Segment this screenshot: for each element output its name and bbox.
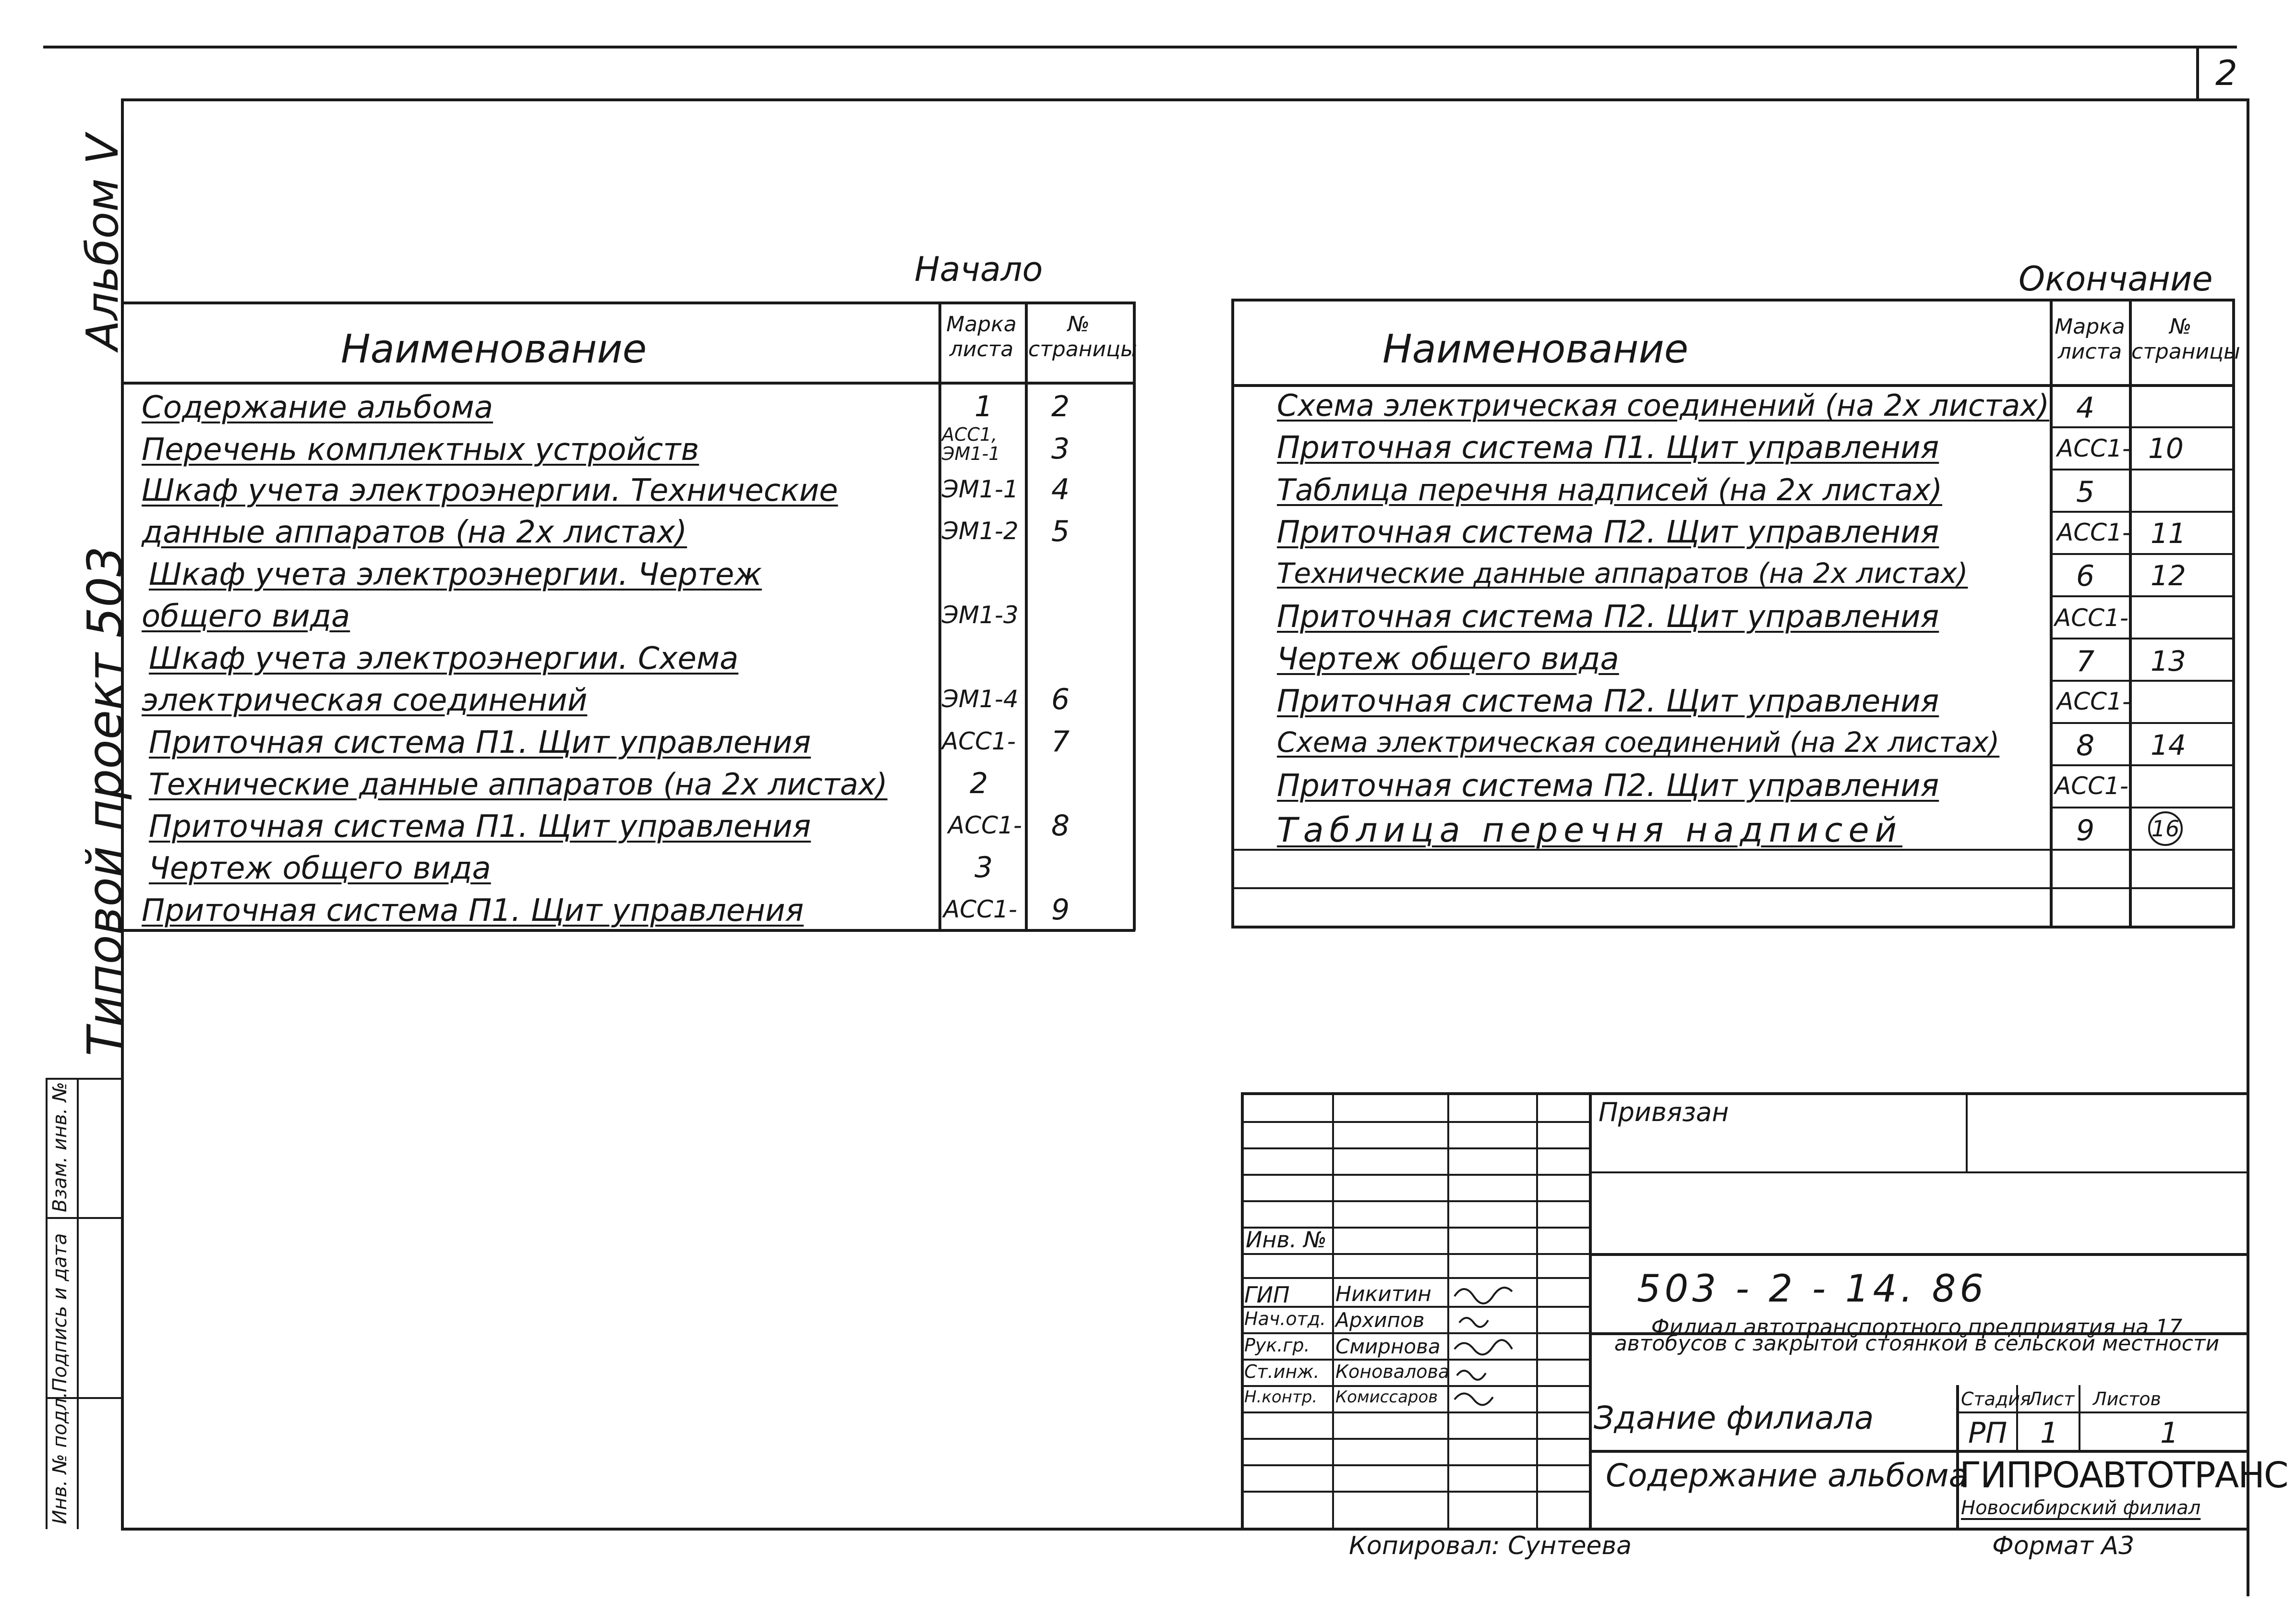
left-header-mark: Марка листа [946,312,1017,362]
left-table-caption: Начало [914,250,1043,289]
left-header-name: Наименование [341,326,647,372]
right-header-page: № страницы [2131,314,2240,364]
side-stamp-podpis-data: Подпись и дата [49,1233,71,1392]
project-side-label: Типовой проект 503 [77,546,133,1056]
right-header-name: Наименование [1382,326,1689,372]
title-sheet: 1 [2040,1416,2059,1450]
sheet-number: 2 [2215,53,2237,93]
title-privyazan: Привязан [1599,1097,1729,1127]
title-sheet-title: Содержание альбома [1606,1457,1968,1494]
title-building: Здание филиала [1594,1399,1874,1436]
title-stage: РП [1968,1416,2007,1450]
frame-bottom [121,1528,2248,1531]
footer-copied-by: Копировал: Сунтеева [1349,1532,1632,1560]
album-side-label: Альбом V [77,134,128,350]
circled-page-number: 16 [2148,811,2183,846]
title-sheet-label: Лист [2028,1388,2075,1410]
title-code: 503 - 2 - 14. 86 [1637,1267,1988,1311]
top-border-line [43,46,2237,48]
title-inv-no: Инв. № [1246,1227,1327,1253]
title-branch: Новосибирский филиал [1961,1497,2201,1519]
title-sheets: 1 [2160,1416,2179,1450]
title-description: Филиал автотранспортного предприятия на 17 автобусов с закрытой стоянкой в сельской местности [1614,1315,2220,1356]
title-org: ГИПРОАВТОТРАНС [1959,1455,2288,1496]
title-sheets-label: Листов [2093,1388,2161,1410]
side-stamp-inv-podl: Инв. № подл. [49,1392,71,1524]
side-stamp-vzam-inv: Взам. инв. № [49,1082,71,1212]
footer-format: Формат А3 [1992,1532,2135,1560]
right-table-caption: Окончание [2019,259,2213,299]
signature-scribbles [1450,1277,1536,1411]
left-header-page: № страницы [1028,312,1137,362]
right-header-mark: Марка листа [2055,314,2125,364]
frame-top [122,98,2248,101]
sheet-number-box-left [2196,48,2199,101]
title-stage-label: Стадия [1961,1388,2031,1410]
frame-right [2247,98,2249,1596]
